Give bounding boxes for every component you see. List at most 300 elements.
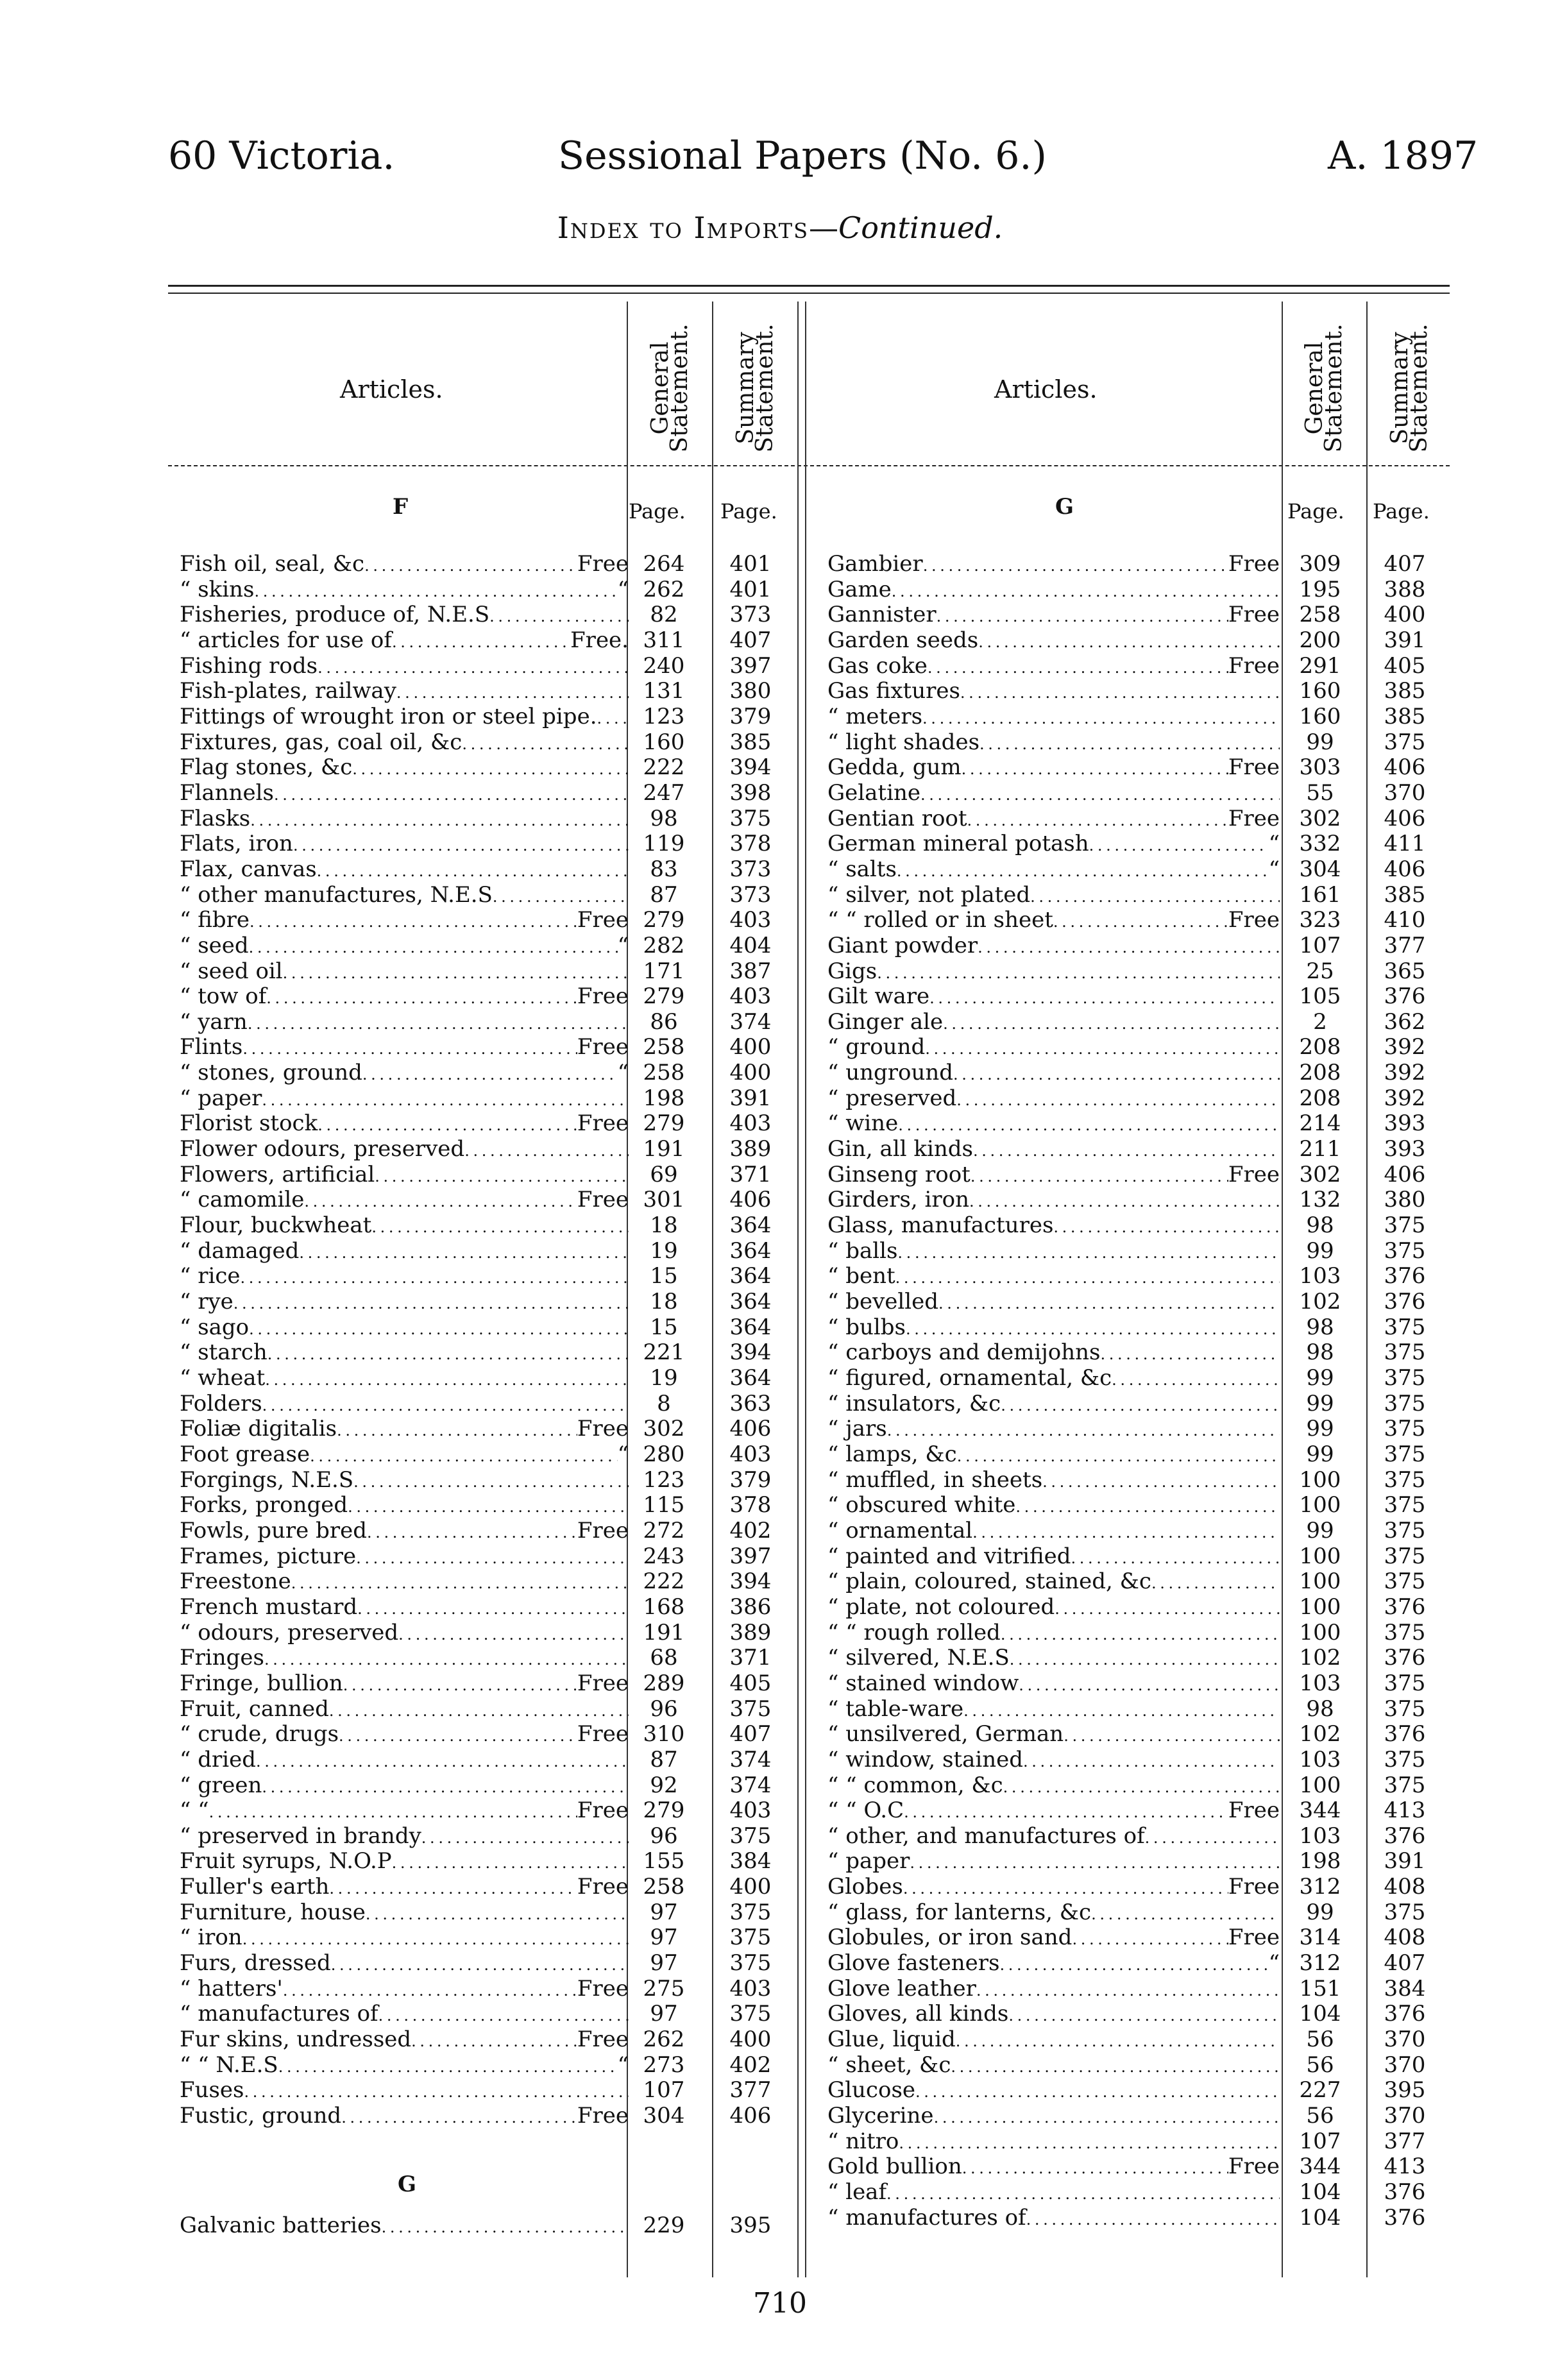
general-page: 98 xyxy=(650,805,678,831)
index-row xyxy=(827,1468,1437,1493)
index-row xyxy=(827,679,1437,704)
summary-page: 375 xyxy=(1384,729,1426,755)
general-page: 99 xyxy=(1306,1517,1334,1543)
summary-page: 375 xyxy=(1384,1492,1426,1518)
general-page: 98 xyxy=(1306,1314,1334,1340)
index-row xyxy=(180,984,776,1010)
index-row xyxy=(180,1798,776,1824)
general-page: 119 xyxy=(643,831,685,857)
general-page: 191 xyxy=(643,1136,685,1162)
article-name: “ bulbs xyxy=(827,1314,906,1340)
article-name: “ rye xyxy=(180,1289,233,1315)
article-entry xyxy=(180,1111,629,1139)
general-page: 56 xyxy=(1306,2103,1334,2129)
summary-page: 375 xyxy=(1384,1466,1426,1493)
article-entry xyxy=(827,1645,1280,1673)
summary-page: 375 xyxy=(1384,1543,1426,1569)
summary-page: 406 xyxy=(729,1416,772,1442)
summary-page: 391 xyxy=(729,1085,772,1111)
article-entry xyxy=(827,1697,1280,1724)
leader-dots xyxy=(318,1111,577,1139)
summary-page: 375 xyxy=(1384,1314,1426,1340)
general-page: 301 xyxy=(643,1187,685,1213)
summary-page: 375 xyxy=(729,1823,772,1849)
article-name: “ yarn xyxy=(180,1009,248,1035)
article-entry xyxy=(827,1544,1280,1572)
leader-dots xyxy=(371,1213,629,1241)
article-entry xyxy=(180,2027,629,2055)
article-entry xyxy=(827,730,1280,758)
index-row xyxy=(180,1315,776,1341)
summary-page: 394 xyxy=(729,1339,772,1366)
index-row xyxy=(180,628,776,654)
leader-dots xyxy=(999,1951,1268,1978)
article-entry xyxy=(827,1951,1280,1978)
general-page: 264 xyxy=(643,551,685,577)
general-page: 103 xyxy=(1299,1670,1341,1696)
summary-page: 375 xyxy=(1384,1517,1426,1543)
leader-dots xyxy=(283,959,629,987)
article-name: Furs, dressed xyxy=(180,1951,331,1976)
general-page: 99 xyxy=(1306,1899,1334,1925)
summary-page: 385 xyxy=(1384,678,1426,704)
leader-dots xyxy=(897,1239,1280,1266)
leader-dots xyxy=(971,1162,1228,1190)
summary-page: 373 xyxy=(729,602,772,628)
leader-dots xyxy=(877,959,1280,987)
index-row xyxy=(827,1824,1437,1849)
index-row xyxy=(827,1213,1437,1239)
index-row xyxy=(827,2053,1437,2078)
leader-dots xyxy=(1064,1722,1280,1749)
header-left: 60 Victoria. xyxy=(168,133,395,178)
article-suffix: “ xyxy=(617,577,629,602)
article-name: “ preserved in brandy xyxy=(180,1823,421,1849)
article-name: “ “ xyxy=(180,1798,209,1824)
leader-dots xyxy=(1100,1340,1280,1368)
leader-dots xyxy=(375,1162,629,1190)
article-name: Fruit syrups, N.O.P xyxy=(180,1849,392,1874)
article-entry xyxy=(180,1951,629,1978)
article-name: Fishing rods xyxy=(180,653,318,679)
article-entry xyxy=(827,1722,1280,1749)
general-page: 247 xyxy=(643,779,685,806)
index-row xyxy=(180,1697,776,1722)
summary-page: 385 xyxy=(729,729,772,755)
summary-page: 397 xyxy=(729,1543,772,1569)
index-row xyxy=(180,1900,776,1926)
article-name: Flowers, artificial xyxy=(180,1162,375,1187)
index-row xyxy=(180,2213,776,2239)
summary-page: 375 xyxy=(1384,1696,1426,1722)
summary-page: 374 xyxy=(729,1746,772,1772)
leader-dots xyxy=(597,704,629,732)
article-name: “ wheat xyxy=(180,1366,266,1391)
article-name: “ “ O.C xyxy=(827,1798,904,1824)
subtitle-main: Index to Imports xyxy=(557,210,810,245)
leader-dots xyxy=(956,2027,1280,2055)
index-row xyxy=(827,1010,1437,1035)
general-page: 304 xyxy=(643,2103,685,2129)
section-letter-f: F xyxy=(393,494,409,520)
article-entry xyxy=(180,1645,629,1673)
page-label-general-left: Page. xyxy=(629,499,686,523)
general-page: 99 xyxy=(1306,1365,1334,1391)
general-page: 258 xyxy=(643,1874,685,1900)
general-page: 104 xyxy=(1299,2179,1341,2205)
index-row xyxy=(827,857,1437,883)
leader-dots xyxy=(1030,883,1280,910)
summary-page: 403 xyxy=(729,1110,772,1137)
article-name: Fisheries, produce of, N.E.S xyxy=(180,602,490,628)
leader-dots xyxy=(249,1315,629,1343)
general-page: 107 xyxy=(1299,2128,1341,2154)
summary-page: 375 xyxy=(1384,1619,1426,1645)
article-entry xyxy=(180,628,629,656)
article-entry xyxy=(827,628,1280,656)
leader-dots xyxy=(331,1951,629,1978)
index-row xyxy=(180,1391,776,1417)
general-page: 222 xyxy=(643,1568,685,1595)
summary-page: 365 xyxy=(1384,958,1426,984)
article-entry xyxy=(180,1035,629,1062)
article-name: “ bent xyxy=(827,1264,895,1289)
summary-page: 373 xyxy=(729,856,772,882)
summary-page: 402 xyxy=(729,2052,772,2078)
leader-dots xyxy=(953,1060,1280,1088)
article-entry xyxy=(180,2078,629,2105)
general-page: 100 xyxy=(1299,1619,1341,1645)
article-name: Fustic, ground xyxy=(180,2104,342,2129)
article-name: “ carboys and demijohns xyxy=(827,1340,1101,1366)
general-page: 243 xyxy=(643,1543,685,1569)
index-row xyxy=(180,1366,776,1391)
index-row xyxy=(827,1391,1437,1417)
index-row xyxy=(180,679,776,704)
general-page: 18 xyxy=(650,1212,678,1239)
leader-dots xyxy=(915,2078,1280,2105)
article-name: “ crude, drugs xyxy=(180,1722,339,1747)
leader-dots xyxy=(1053,1213,1280,1241)
article-suffix: Free xyxy=(577,1187,629,1213)
summary-page: 364 xyxy=(729,1263,772,1289)
leader-dots xyxy=(242,1035,577,1062)
general-page: 104 xyxy=(1299,2204,1341,2231)
article-name: “ table-ware xyxy=(827,1696,964,1722)
summary-page: 379 xyxy=(729,703,772,729)
index-row xyxy=(827,628,1437,654)
subtitle-continued: Continued. xyxy=(838,210,1003,245)
article-suffix: Free xyxy=(577,1670,629,1696)
article-name: Furniture, house xyxy=(180,1900,366,1925)
article-entry xyxy=(827,1671,1280,1699)
leader-dots xyxy=(925,1035,1280,1062)
article-entry xyxy=(827,1264,1280,1291)
article-entry xyxy=(180,1340,629,1368)
article-suffix: Free xyxy=(577,1416,629,1442)
summary-page: 406 xyxy=(1384,1161,1426,1187)
article-entry xyxy=(827,857,1280,885)
general-page: 275 xyxy=(643,1975,685,2002)
summary-page: 376 xyxy=(1384,1645,1426,1671)
article-suffix: Free xyxy=(577,552,629,577)
article-name: “ plate, not coloured xyxy=(827,1594,1055,1620)
leader-dots xyxy=(957,1442,1280,1470)
general-page: 309 xyxy=(1299,551,1341,577)
article-entry xyxy=(827,908,1280,935)
article-entry xyxy=(827,1468,1280,1495)
general-page: 83 xyxy=(650,856,678,882)
article-name: Gedda, gum xyxy=(827,755,962,781)
leader-dots xyxy=(920,781,1280,808)
article-name: “ dried xyxy=(180,1747,256,1772)
general-page: 100 xyxy=(1299,1466,1341,1493)
summary-page: 397 xyxy=(729,652,772,679)
index-row xyxy=(180,1035,776,1060)
index-row xyxy=(827,654,1437,679)
summary-page: 375 xyxy=(1384,1365,1426,1391)
article-suffix: “ xyxy=(1268,1951,1280,1976)
article-name: Gambier xyxy=(827,552,923,577)
article-entry xyxy=(827,933,1280,961)
index-row xyxy=(180,552,776,577)
general-page: 56 xyxy=(1306,2027,1334,2053)
article-name: “ paper xyxy=(827,1849,910,1874)
general-page: 98 xyxy=(1306,1212,1334,1239)
general-page: 258 xyxy=(643,1060,685,1086)
summary-page: 407 xyxy=(1384,551,1426,577)
leader-dots xyxy=(274,781,629,808)
article-entry xyxy=(180,755,629,783)
article-entry xyxy=(180,1264,629,1291)
article-name: “ lamps, &c xyxy=(827,1441,957,1467)
general-page: 103 xyxy=(1299,1746,1341,1772)
article-entry xyxy=(180,2002,629,2029)
index-row xyxy=(827,1416,1437,1442)
leader-dots xyxy=(462,730,629,758)
summary-page: 364 xyxy=(729,1289,772,1315)
article-name: Ginger ale xyxy=(827,1009,944,1035)
leader-dots xyxy=(1055,1595,1280,1622)
index-row xyxy=(180,577,776,603)
article-name: Glove fasteners xyxy=(827,1951,1000,1976)
general-page: 69 xyxy=(650,1161,678,1187)
article-entry xyxy=(180,1289,629,1317)
article-name: “ manufactures of xyxy=(180,2002,378,2027)
article-name: Flower odours, preserved xyxy=(180,1137,465,1162)
summary-page: 364 xyxy=(729,1314,772,1340)
leader-dots xyxy=(887,1416,1280,1444)
leader-dots xyxy=(1010,1645,1280,1673)
article-name: “ obscured white xyxy=(827,1493,1016,1518)
summary-page: 375 xyxy=(729,1950,772,1976)
summary-page: 370 xyxy=(1384,2052,1426,2078)
article-name: Flasks xyxy=(180,806,251,831)
summary-page: 403 xyxy=(729,907,772,933)
leader-dots xyxy=(906,1315,1280,1343)
article-name: “ unsilvered, German xyxy=(827,1722,1064,1747)
index-row xyxy=(827,602,1437,628)
article-name: “ hatters' xyxy=(180,1976,283,2002)
article-entry xyxy=(827,1849,1280,1876)
index-row xyxy=(180,2053,776,2078)
general-page: 19 xyxy=(650,1237,678,1264)
article-entry xyxy=(180,1544,629,1572)
general-page: 98 xyxy=(1306,1339,1334,1366)
summary-page: 385 xyxy=(1384,703,1426,729)
article-suffix: Free xyxy=(577,1722,629,1747)
article-name: Fuller's earth xyxy=(180,1874,330,1900)
article-name: Forks, pronged xyxy=(180,1493,348,1518)
article-name: “ “ common, &c xyxy=(827,1772,1003,1798)
article-name: “ manufactures of xyxy=(827,2205,1026,2231)
index-row xyxy=(827,2104,1437,2129)
article-entry xyxy=(827,1416,1280,1444)
general-page: 97 xyxy=(650,1925,678,1951)
article-name: Gelatine xyxy=(827,780,920,806)
general-page: 310 xyxy=(643,1721,685,1747)
article-entry xyxy=(827,552,1280,579)
general-page: 304 xyxy=(1299,856,1341,882)
article-name: Giant powder xyxy=(827,933,978,958)
index-row xyxy=(180,1722,776,1747)
article-suffix: Free xyxy=(577,1976,629,2002)
summary-page: 395 xyxy=(1384,2077,1426,2104)
article-entry xyxy=(827,1798,1280,1826)
leader-dots xyxy=(341,2104,577,2131)
article-suffix: “ xyxy=(617,1441,629,1467)
summary-page: 375 xyxy=(1384,1390,1426,1416)
article-name: Foot grease xyxy=(180,1441,310,1467)
index-row xyxy=(827,1137,1437,1162)
article-entry xyxy=(180,1162,629,1190)
general-page: 15 xyxy=(650,1263,678,1289)
summary-page: 375 xyxy=(729,805,772,831)
leader-dots xyxy=(1015,1493,1280,1520)
article-entry xyxy=(827,679,1280,706)
article-entry xyxy=(180,806,629,834)
summary-page: 392 xyxy=(1384,1034,1426,1060)
article-name: Globes xyxy=(827,1874,903,1900)
general-page: 55 xyxy=(1306,779,1334,806)
summary-page: 395 xyxy=(729,2213,772,2238)
general-page: 279 xyxy=(643,907,685,933)
leader-dots xyxy=(962,755,1228,783)
summary-page: 376 xyxy=(1384,2001,1426,2027)
leader-dots xyxy=(317,857,629,885)
general-page: 151 xyxy=(1299,1975,1341,2002)
summary-page: 400 xyxy=(729,1060,772,1086)
summary-page: 403 xyxy=(729,983,772,1010)
index-row xyxy=(827,2002,1437,2027)
index-row xyxy=(827,908,1437,933)
left-index-column xyxy=(180,552,776,2129)
article-entry xyxy=(180,602,629,630)
summary-page: 370 xyxy=(1384,2103,1426,2129)
leader-dots xyxy=(304,1187,577,1215)
summary-page: 401 xyxy=(729,551,772,577)
article-entry xyxy=(180,1671,629,1699)
index-row xyxy=(827,1264,1437,1289)
general-page: 97 xyxy=(650,1950,678,1976)
leader-dots xyxy=(951,2053,1280,2080)
index-row xyxy=(180,755,776,781)
article-suffix: Free xyxy=(577,908,629,933)
leader-dots xyxy=(967,806,1228,834)
article-name: Girders, iron xyxy=(827,1187,969,1213)
index-row xyxy=(827,2206,1437,2231)
article-name: Flour, buckwheat xyxy=(180,1213,372,1239)
leader-dots xyxy=(972,1518,1280,1546)
article-entry xyxy=(827,1035,1280,1062)
index-row xyxy=(827,1900,1437,1926)
summary-page: 375 xyxy=(729,1899,772,1925)
article-entry xyxy=(180,2213,629,2241)
article-entry xyxy=(180,552,629,579)
index-row xyxy=(827,1187,1437,1213)
leader-dots xyxy=(1072,1925,1228,1953)
article-entry xyxy=(827,1239,1280,1266)
general-page: 273 xyxy=(643,2052,685,2078)
index-row xyxy=(827,2180,1437,2206)
index-row xyxy=(827,933,1437,959)
article-name: “ preserved xyxy=(827,1085,957,1111)
article-suffix: Free xyxy=(1228,1925,1280,1951)
summary-page: 393 xyxy=(1384,1136,1426,1162)
summary-page: 379 xyxy=(729,1466,772,1493)
index-row xyxy=(180,933,776,959)
leader-dots xyxy=(293,831,629,859)
leader-dots xyxy=(1071,1544,1280,1572)
article-entry xyxy=(827,883,1280,910)
leader-dots xyxy=(899,2129,1280,2157)
leader-dots xyxy=(278,2053,618,2080)
article-suffix: Free xyxy=(1228,806,1280,831)
article-entry xyxy=(827,1010,1280,1037)
summary-page: 406 xyxy=(729,1187,772,1213)
article-name: Gigs xyxy=(827,958,878,984)
article-entry xyxy=(180,1187,629,1215)
summary-page: 363 xyxy=(729,1390,772,1416)
leader-dots xyxy=(886,2180,1280,2207)
general-page: 160 xyxy=(1299,703,1341,729)
index-row xyxy=(827,1951,1437,1976)
index-row xyxy=(827,1366,1437,1391)
article-name: Fur skins, undressed xyxy=(180,2027,412,2053)
leader-dots xyxy=(343,1671,577,1699)
index-row xyxy=(827,1544,1437,1570)
general-page: 344 xyxy=(1299,1798,1341,1824)
leader-dots xyxy=(364,552,577,579)
articles-heading-right: Articles. xyxy=(994,375,1098,404)
article-name: Folders xyxy=(180,1391,262,1416)
header-center: Sessional Papers (No. 6.) xyxy=(558,133,1047,178)
article-entry xyxy=(180,1239,629,1266)
article-entry xyxy=(827,1518,1280,1546)
summary-page: 400 xyxy=(729,2027,772,2053)
general-heading-right: General Statement. xyxy=(1301,323,1347,453)
index-row xyxy=(180,1518,776,1544)
general-page: 302 xyxy=(1299,1161,1341,1187)
index-row xyxy=(827,1518,1437,1544)
general-page: 99 xyxy=(1306,1441,1334,1467)
article-entry xyxy=(180,1798,629,1826)
summary-page: 389 xyxy=(729,1619,772,1645)
article-entry xyxy=(180,679,629,706)
article-entry xyxy=(180,1315,629,1343)
article-name: French mustard xyxy=(180,1594,358,1620)
summary-page: 405 xyxy=(729,1670,772,1696)
